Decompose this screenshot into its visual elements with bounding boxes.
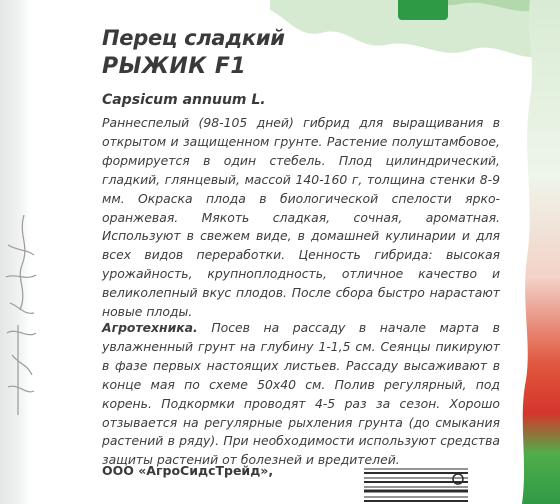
agrotechnics-text: Посев на рассаду в начале марта в увлажненный грунт на глубину 1-1,5 см. Сеянцы пикируют в фазе первых настоящих листьев. Рассаду высаживают в конце мая по схеме 50х40 см. Полив регулярный, под корень. Подкормки проводят 4-5 раз за сезон. Хорошо отзывается на регулярные рыхления грунта (до смыкания растений в ряду). При необходимости используют средства защиты растений от болезней и вредителей. — [102, 320, 500, 468]
agrotechnics-title: Агротехника. — [102, 320, 198, 335]
variety-name: РЫЖИК F1 — [102, 54, 247, 79]
green-label-tab — [398, 0, 448, 20]
description-text: Раннеспелый (98-105 дней) гибрид для выращивания в открытом и защищенном грунте. Растение полуштамбовое, формируется в один стебель. Плод цилиндрический, гладкий, глянцевый, массой 140-160 г, толщина стенки 8-9 мм. Окраска плода в биологической спелости ярко-оранжевая. Мякоть сладкая, сочная, ароматная. Используют в свежем виде, в домашней кулинарии и для всех видов переработки. Ценность гибрида: высокая урожайность, крупноплодность, отличное качество и великолепный вкус плодов. После сбора быстро нарастают новые плоды. — [102, 115, 500, 320]
packet-right-stripe — [500, 0, 560, 504]
latin-name: Capsicum annuum L. — [102, 92, 266, 108]
company-name: ООО «АгроСидсТрейд», — [102, 463, 274, 478]
barcode-icon — [362, 463, 470, 504]
agrotechnics-section — [102, 319, 500, 470]
product-title: Перец сладкий — [102, 26, 285, 50]
plant-sketch-icon — [4, 215, 38, 415]
